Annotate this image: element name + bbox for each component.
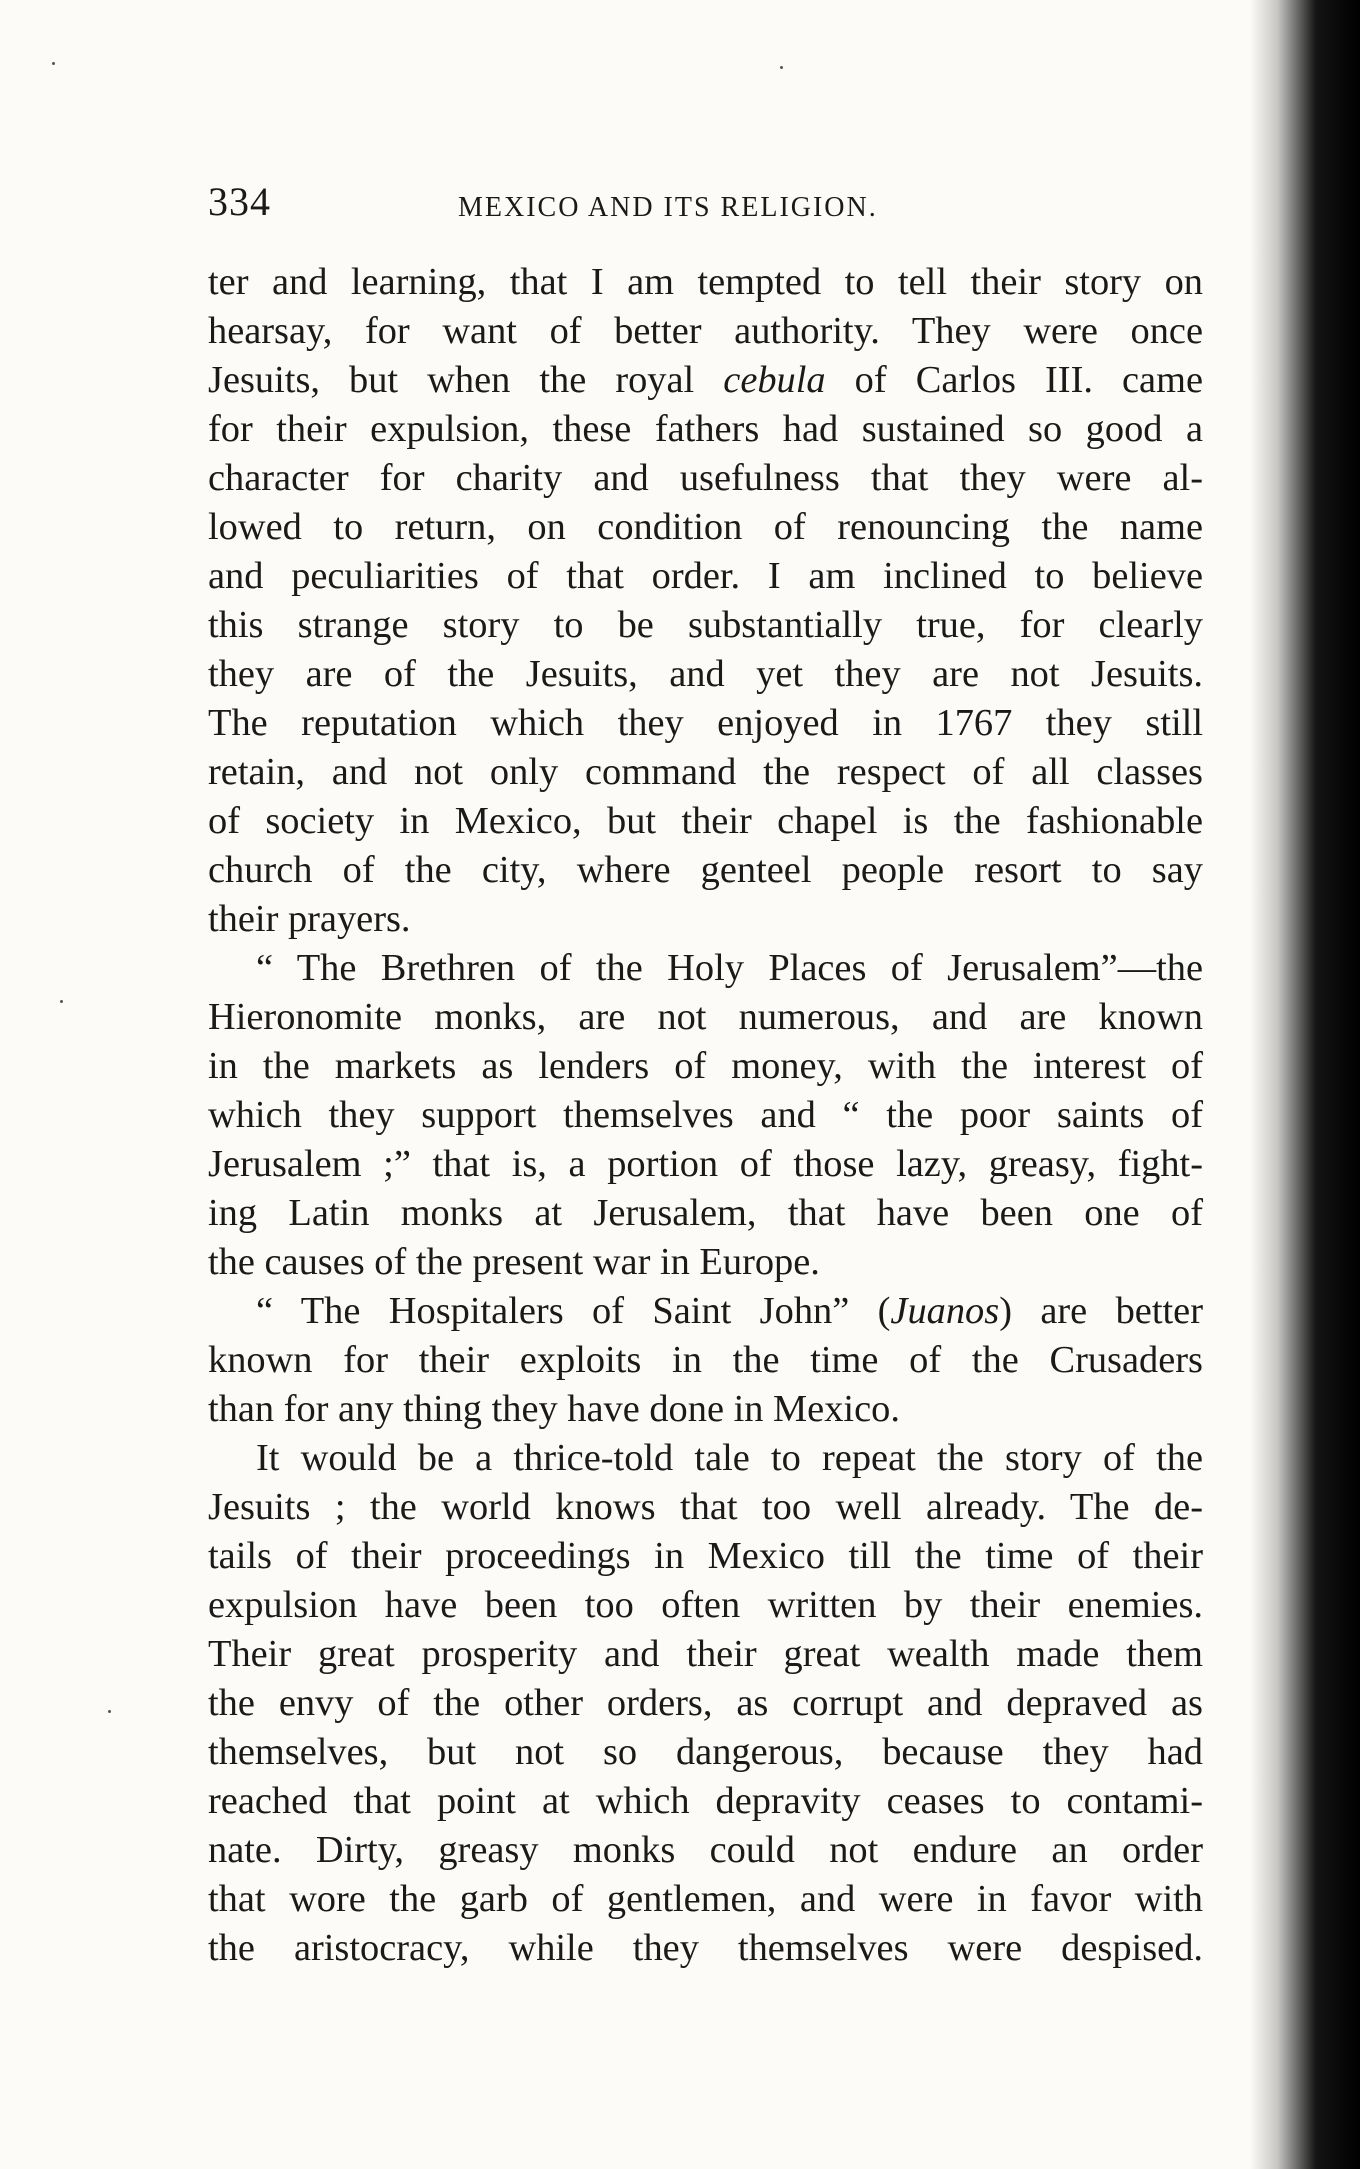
text-line: nate. Dirty, greasy monks could not endure an order: [208, 1829, 1203, 1871]
page-edge-shadow: [1250, 0, 1360, 2169]
text-line: the aristocracy, while they themselves were despised.: [208, 1927, 1203, 1969]
text-line: reached that point at which depravity ceases to contami-: [208, 1780, 1203, 1822]
text-line: which they support themselves and “ the poor saints of: [208, 1094, 1203, 1136]
text-line: they are of the Jesuits, and yet they are not Jesuits.: [208, 653, 1203, 695]
paper-speck: [780, 66, 783, 69]
text-line: Jesuits, but when the royal cebula of Carlos III. came: [208, 359, 1203, 401]
text-line: and peculiarities of that order. I am inclined to believe: [208, 555, 1203, 597]
text-line: ter and learning, that I am tempted to tell their story on: [208, 261, 1203, 303]
paper-speck: [60, 1000, 63, 1003]
text-line: Jerusalem ;” that is, a portion of those lazy, greasy, fight-: [208, 1143, 1203, 1185]
text-line: retain, and not only command the respect of all classes: [208, 751, 1203, 793]
text-line: Hieronomite monks, are not numerous, and are known: [208, 996, 1203, 1038]
text-line: Jesuits ; the world knows that too well already. The de-: [208, 1486, 1203, 1528]
body-text: [208, 258, 1203, 1973]
text-line: ing Latin monks at Jerusalem, that have been one of: [208, 1192, 1203, 1234]
text-line: hearsay, for want of better authority. They were once: [208, 310, 1203, 352]
text-line: It would be a thrice-told tale to repeat the story of the: [256, 1437, 1203, 1479]
page-number: 334: [208, 179, 271, 224]
paper-speck: [52, 62, 55, 65]
text-line: known for their exploits in the time of the Crusaders: [208, 1339, 1203, 1381]
text-line: the envy of the other orders, as corrupt and depraved as: [208, 1682, 1203, 1724]
text-line: tails of their proceedings in Mexico till the time of their: [208, 1535, 1203, 1577]
text-line: themselves, but not so dangerous, because they had: [208, 1731, 1203, 1773]
text-line: than for any thing they have done in Mexico.: [208, 1388, 900, 1430]
text-line: in the markets as lenders of money, with the interest of: [208, 1045, 1203, 1087]
page-header: [208, 178, 1208, 238]
text-line: of society in Mexico, but their chapel is the fashionable: [208, 800, 1203, 842]
text-line: expulsion have been too often written by their enemies.: [208, 1584, 1203, 1626]
text-line: this strange story to be substantially true, for clearly: [208, 604, 1203, 646]
text-line: character for charity and usefulness that they were al-: [208, 457, 1203, 499]
text-line: that wore the garb of gentlemen, and were in favor with: [208, 1878, 1203, 1920]
text-line: church of the city, where genteel people resort to say: [208, 849, 1203, 891]
text-line: “ The Brethren of the Holy Places of Jerusalem”—the: [256, 947, 1203, 989]
text-line: “ The Hospitalers of Saint John” (Juanos) are better: [256, 1290, 1203, 1332]
paper-speck: [108, 1710, 111, 1713]
text-line: lowed to return, on condition of renouncing the name: [208, 506, 1203, 548]
running-head: MEXICO AND ITS RELIGION.: [458, 192, 878, 223]
text-line: Their great prosperity and their great wealth made them: [208, 1633, 1203, 1675]
text-line: the causes of the present war in Europe.: [208, 1241, 820, 1283]
text-line: The reputation which they enjoyed in 1767 they still: [208, 702, 1203, 744]
text-line: for their expulsion, these fathers had sustained so good a: [208, 408, 1203, 450]
text-line: their prayers.: [208, 898, 411, 940]
